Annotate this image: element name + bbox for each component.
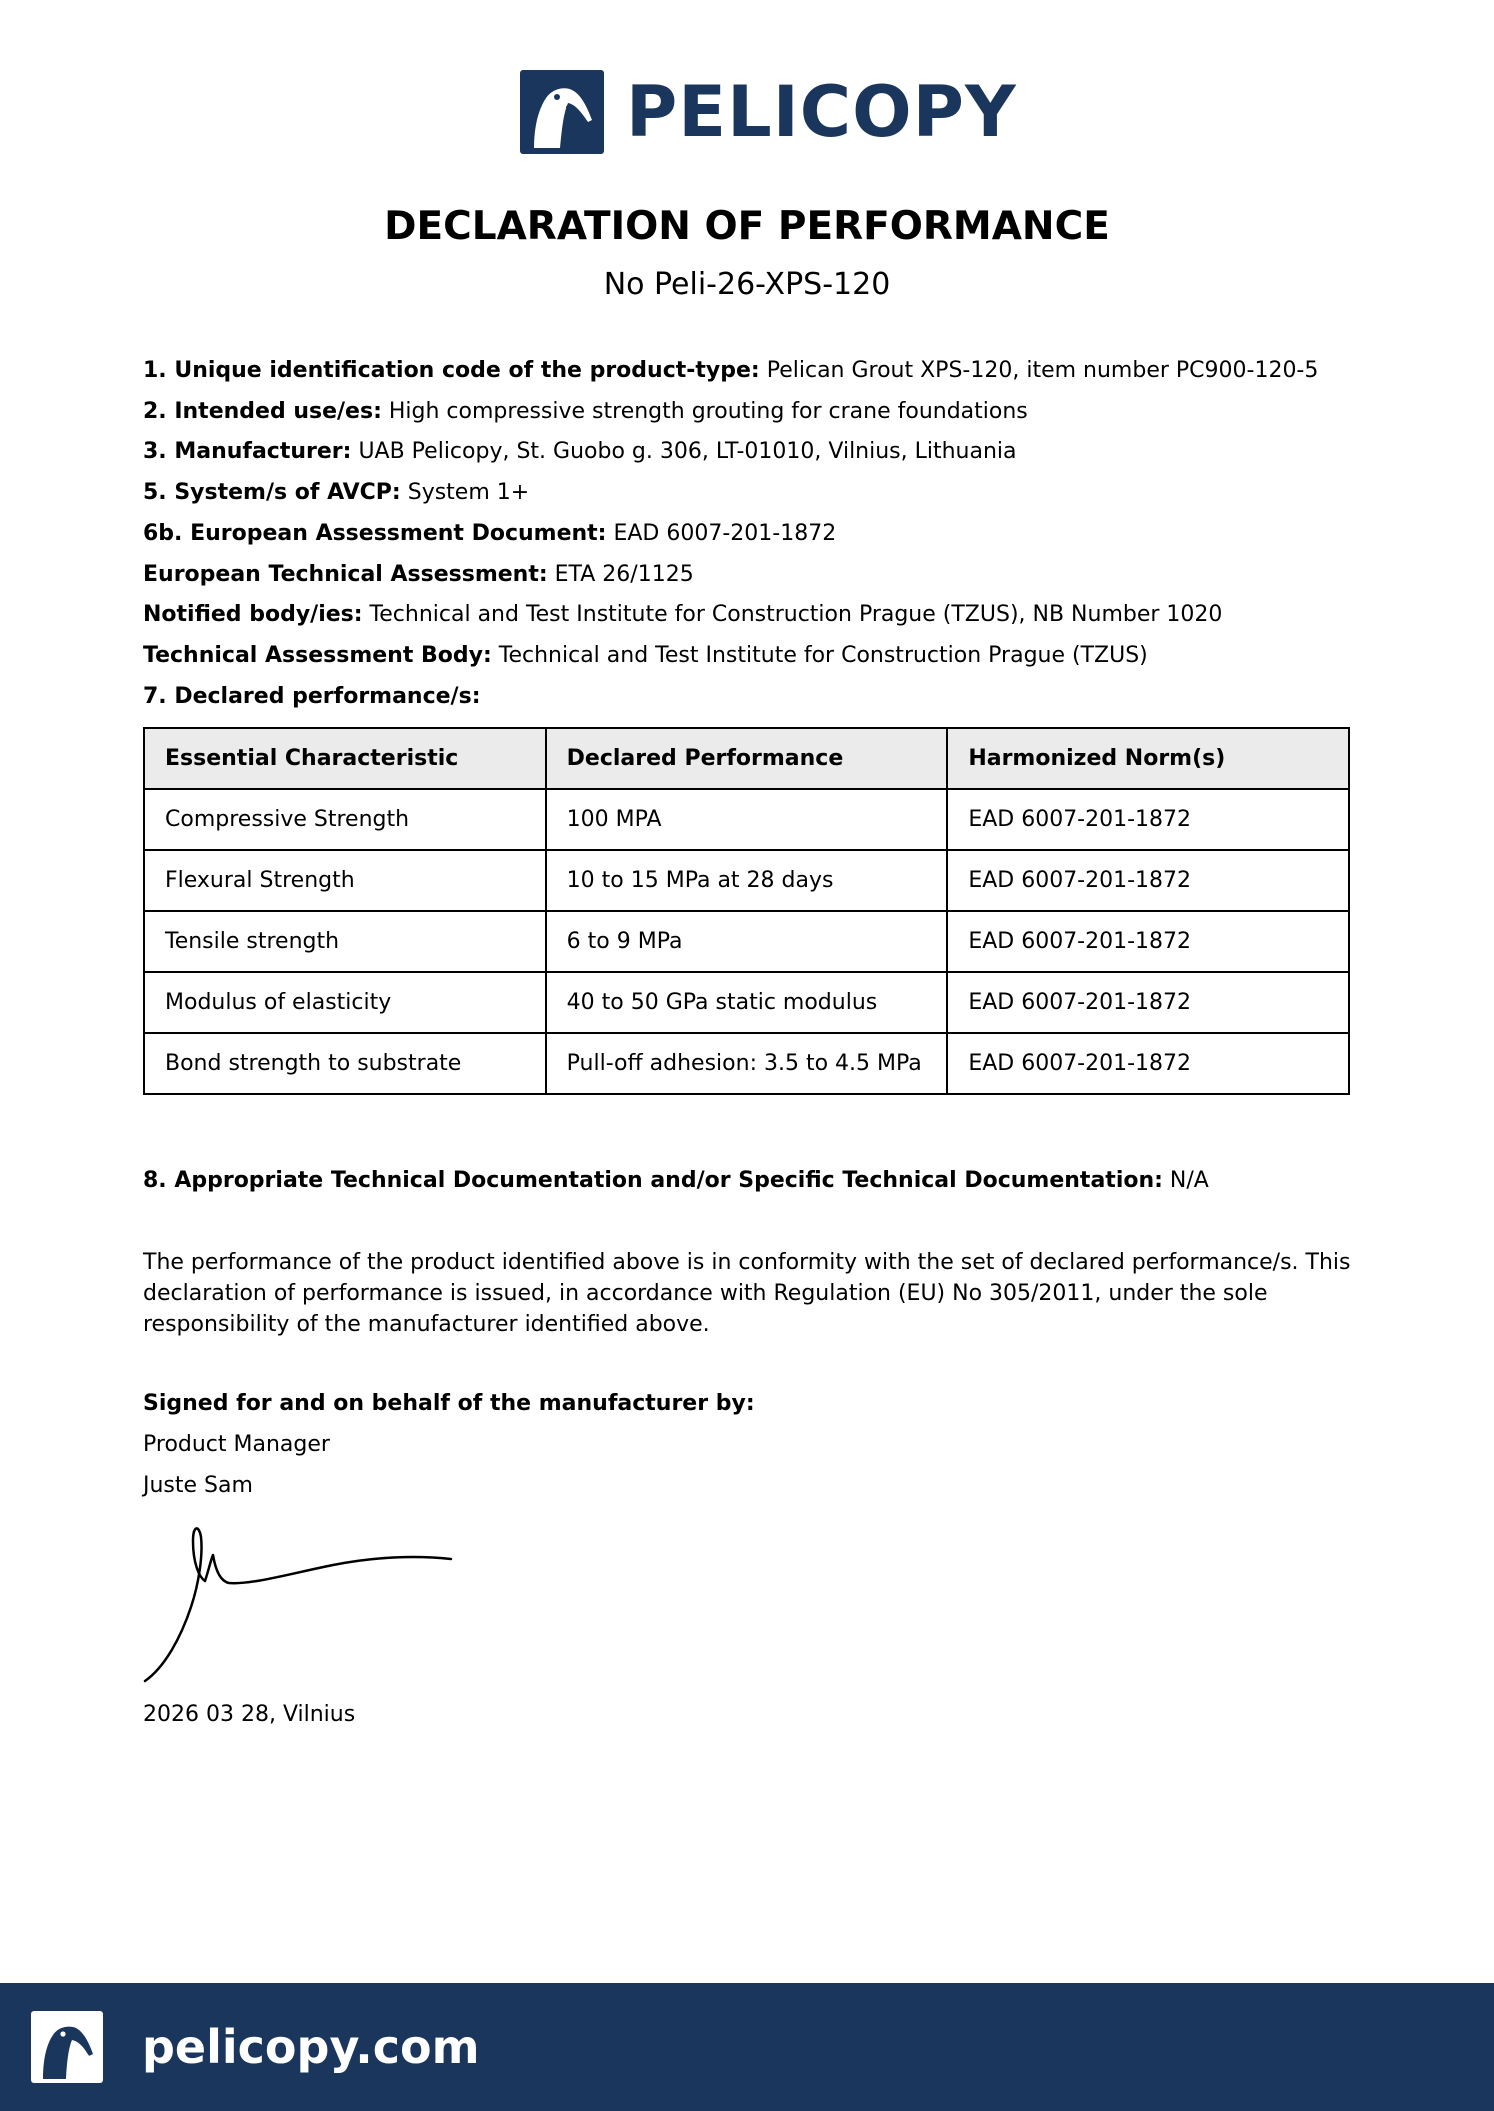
signer-name: Juste Sam — [143, 1473, 253, 1498]
table-cell: EAD 6007-201-1872 — [947, 850, 1349, 911]
field-label: European Technical Assessment: — [143, 561, 548, 587]
field-label: 7. Declared performance/s: — [143, 683, 481, 709]
table-row — [144, 850, 1349, 911]
field-declared-performance — [143, 677, 1353, 718]
field-notified-body — [143, 595, 1353, 636]
performance-table — [143, 727, 1350, 1095]
field-label: 5. System/s of AVCP: — [143, 480, 401, 506]
table-cell: EAD 6007-201-1872 — [947, 911, 1349, 972]
pelican-logo-icon — [31, 2011, 103, 2083]
field-label: Technical Assessment Body: — [143, 642, 492, 668]
field-label: 6b. European Assessment Document: — [143, 520, 607, 546]
table-cell: 100 MPA — [546, 789, 948, 850]
table-cell: Flexural Strength — [144, 850, 546, 911]
table-cell: Tensile strength — [144, 911, 546, 972]
table-header-row — [144, 728, 1349, 789]
field-label: 3. Manufacturer: — [143, 439, 352, 465]
declaration-fields — [143, 351, 1353, 717]
document-number: No Peli-26-XPS-120 — [603, 267, 891, 302]
table-cell: Compressive Strength — [144, 789, 546, 850]
document-title: DECLARATION OF PERFORMANCE — [384, 204, 1110, 249]
field-label: 1. Unique identification code of the product-type: — [143, 358, 760, 383]
field-manufacturer — [143, 432, 1353, 473]
handwritten-signature — [143, 1515, 463, 1685]
section-8-value: N/A — [1162, 1168, 1209, 1193]
table-cell: Bond strength to substrate — [144, 1033, 546, 1094]
website-link[interactable]: pelicopy.com — [142, 2020, 480, 2074]
field-value: Pelican Grout XPS-120, item number PC900-120-5 — [759, 358, 1319, 383]
table-row — [144, 972, 1349, 1033]
brand-name: PELICOPY — [626, 71, 1017, 153]
field-value: System 1+ — [400, 480, 530, 506]
field-value: Technical and Test Institute for Construction Prague (TZUS) — [491, 642, 1148, 668]
field-value: UAB Pelicopy, St. Guobo g. 306, LT-01010, Vilnius, Lithuania — [351, 439, 1017, 465]
table-cell: EAD 6007-201-1872 — [947, 972, 1349, 1033]
signed-heading: Signed for and on behalf of the manufacturer by: — [143, 1391, 755, 1416]
column-header: Declared Performance — [546, 728, 948, 789]
field-assessment-body — [143, 636, 1353, 677]
column-header: Essential Characteristic — [144, 728, 546, 789]
footer-bar — [0, 1983, 1494, 2111]
field-label: 2. Intended use/es: — [143, 398, 382, 424]
table-cell: EAD 6007-201-1872 — [947, 1033, 1349, 1094]
field-value: Technical and Test Institute for Construction Prague (TZUS), NB Number 1020 — [362, 602, 1223, 628]
section-8-label: 8. Appropriate Technical Documentation and/or Specific Technical Documentation: — [143, 1168, 1163, 1193]
field-avcp-system — [143, 473, 1353, 514]
brand-logo — [520, 70, 1017, 154]
table-cell: Modulus of elasticity — [144, 972, 546, 1033]
table-cell: EAD 6007-201-1872 — [947, 789, 1349, 850]
table-cell: Pull-off adhesion: 3.5 to 4.5 MPa — [546, 1033, 948, 1094]
field-value: ETA 26/1125 — [547, 561, 694, 587]
table-cell: 10 to 15 MPa at 28 days — [546, 850, 948, 911]
column-header: Harmonized Norm(s) — [947, 728, 1349, 789]
section-8-documentation — [143, 1164, 1209, 1198]
field-value: EAD 6007-201-1872 — [606, 520, 837, 546]
table-cell: 6 to 9 MPa — [546, 911, 948, 972]
table-row — [144, 911, 1349, 972]
field-label: Notified body/ies: — [143, 602, 363, 628]
field-ead — [143, 514, 1353, 555]
field-eta — [143, 555, 1353, 596]
field-value: High compressive strength grouting for crane foundations — [381, 398, 1028, 424]
signature-date-place: 2026 03 28, Vilnius — [143, 1702, 356, 1727]
field-product-code — [143, 351, 1353, 392]
table-row — [144, 1033, 1349, 1094]
conformity-statement: The performance of the product identified above is in conformity with the set of declared performance/s. This declaration of performance is issued, in accordance with Regulation (EU) No 305/2011, under the sole responsibility of the manufacturer identified above. — [143, 1250, 1351, 1337]
field-intended-use — [143, 392, 1353, 433]
signer-role: Product Manager — [143, 1432, 330, 1457]
table-row — [144, 789, 1349, 850]
pelican-logo-icon — [520, 70, 604, 154]
table-cell: 40 to 50 GPa static modulus — [546, 972, 948, 1033]
